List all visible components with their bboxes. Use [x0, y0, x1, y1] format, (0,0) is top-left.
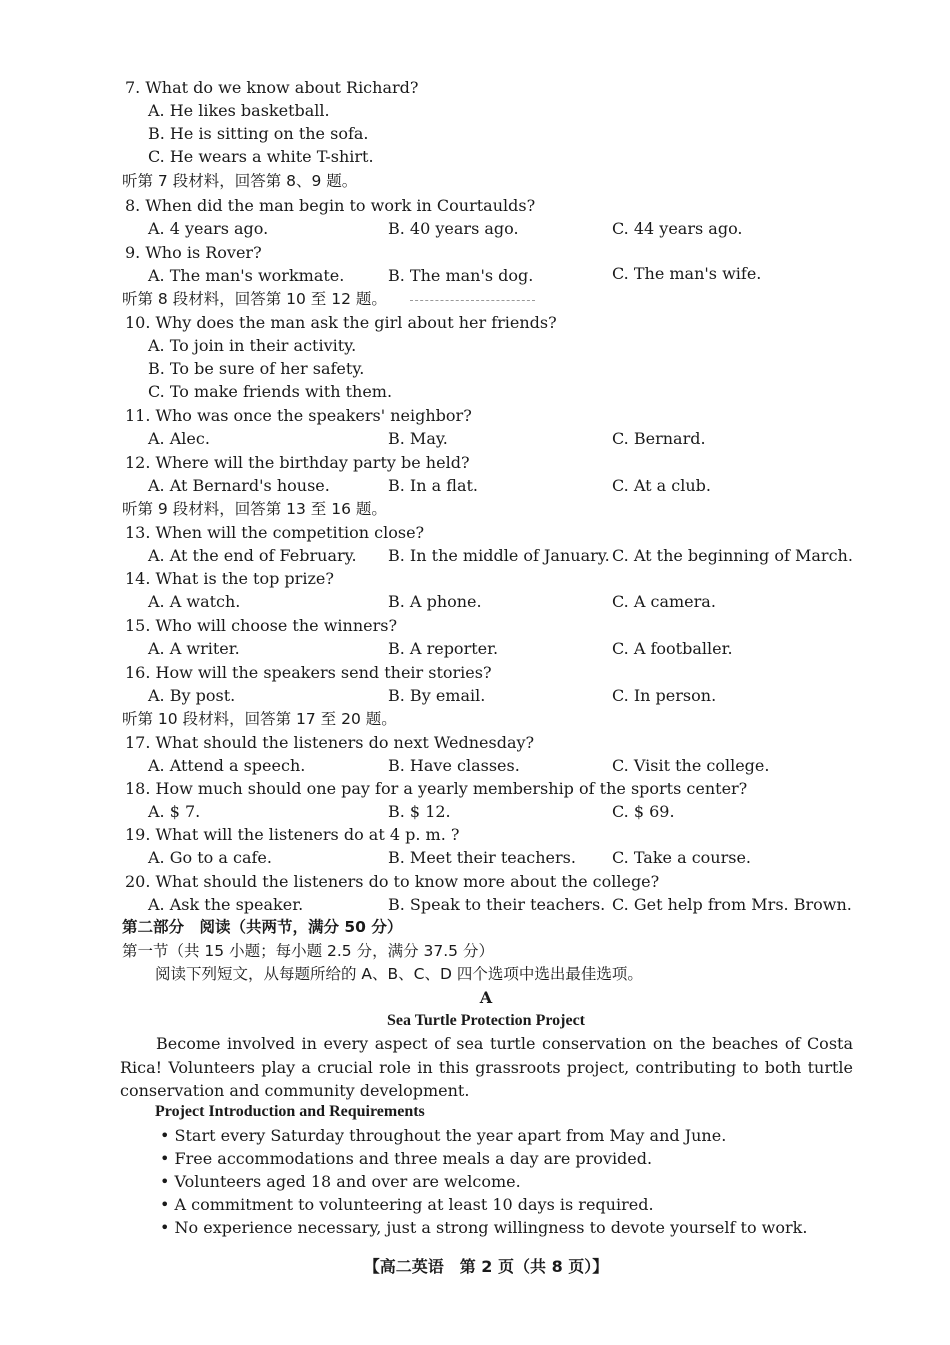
- question-14: 14. What is the top prize?: [125, 569, 334, 588]
- question-9: 9. Who is Rover?: [125, 243, 262, 262]
- q9-option-b: B. The man's dog.: [388, 266, 534, 285]
- q10-option-b: B. To be sure of her safety.: [148, 359, 365, 378]
- q13-option-b: B. In the middle of January.: [388, 546, 610, 565]
- q9-option-a: A. The man's workmate.: [148, 266, 345, 285]
- q16-option-a: A. By post.: [148, 686, 236, 705]
- bullet-item: • No experience necessary, just a strong willingness to devote yourself to work.: [160, 1218, 808, 1237]
- q12-option-b: B. In a flat.: [388, 476, 478, 495]
- q19-option-c: C. Take a course.: [612, 848, 751, 867]
- q20-option-b: B. Speak to their teachers.: [388, 895, 606, 914]
- q16-option-c: C. In person.: [612, 686, 717, 705]
- q12-option-a: A. At Bernard's house.: [148, 476, 330, 495]
- q13-option-c: C. At the beginning of March.: [612, 546, 853, 565]
- q18-option-c: C. $ 69.: [612, 802, 675, 821]
- q17-option-a: A. Attend a speech.: [148, 756, 306, 775]
- reading-directions: 阅读下列短文，从每题所给的 A、B、C、D 四个选项中选出最佳选项。: [155, 965, 643, 983]
- q10-option-a: A. To join in their activity.: [148, 336, 357, 355]
- q14-option-c: C. A camera.: [612, 592, 716, 611]
- passage-intro: [120, 1032, 853, 1103]
- q20-option-c: C. Get help from Mrs. Brown.: [612, 895, 852, 914]
- bullet-item: • Volunteers aged 18 and over are welcome.: [160, 1172, 521, 1191]
- question-11: 11. Who was once the speakers' neighbor?: [125, 406, 472, 425]
- instruction-8: 听第 8 段材料，回答第 10 至 12 题。: [122, 290, 387, 308]
- question-8: 8. When did the man begin to work in Courtaulds?: [125, 196, 536, 215]
- bullet-item: • A commitment to volunteering at least 10 days is required.: [160, 1195, 654, 1214]
- instruction-9: 听第 9 段材料，回答第 13 至 16 题。: [122, 500, 387, 518]
- question-20: 20. What should the listeners do to know more about the college?: [125, 872, 660, 891]
- question-19: 19. What will the listeners do at 4 p. m. ?: [125, 825, 460, 844]
- instruction-10: 听第 10 段材料，回答第 17 至 20 题。: [122, 710, 397, 728]
- intro-text: Become involved in every aspect of sea turtle conservation on the beaches of Costa Rica! Volunteers play a crucial role in this grassroots project, contributing to both turtle conservation and community development.: [120, 1034, 853, 1100]
- q18-option-a: A. $ 7.: [148, 802, 201, 821]
- question-7: 7. What do we know about Richard?: [125, 78, 419, 97]
- q11-option-b: B. May.: [388, 429, 448, 448]
- requirements-subheading: Project Introduction and Requirements: [155, 1103, 425, 1120]
- q8-option-c: C. 44 years ago.: [612, 219, 743, 238]
- q16-option-b: B. By email.: [388, 686, 486, 705]
- question-16: 16. How will the speakers send their stories?: [125, 663, 492, 682]
- question-13: 13. When will the competition close?: [125, 523, 425, 542]
- question-18: 18. How much should one pay for a yearly membership of the sports center?: [125, 779, 748, 798]
- q11-option-a: A. Alec.: [148, 429, 210, 448]
- q13-option-a: A. At the end of February.: [148, 546, 357, 565]
- page-footer: 【高二英语 第 2 页（共 8 页）】: [363, 1257, 609, 1276]
- q19-option-a: A. Go to a cafe.: [148, 848, 272, 867]
- question-17: 17. What should the listeners do next Wednesday?: [125, 733, 535, 752]
- q11-option-c: C. Bernard.: [612, 429, 706, 448]
- passage-title: Sea Turtle Protection Project: [386, 1012, 586, 1029]
- q15-option-c: C. A footballer.: [612, 639, 733, 658]
- dashed-rule: [410, 300, 535, 301]
- question-12: 12. Where will the birthday party be held?: [125, 453, 470, 472]
- q19-option-b: B. Meet their teachers.: [388, 848, 576, 867]
- q14-option-a: A. A watch.: [148, 592, 241, 611]
- q7-option-b: B. He is sitting on the sofa.: [148, 124, 369, 143]
- part-two-heading: 第二部分 阅读（共两节，满分 50 分）: [122, 918, 403, 936]
- instruction-7: 听第 7 段材料，回答第 8、9 题。: [122, 172, 358, 190]
- q15-option-a: A. A writer.: [148, 639, 240, 658]
- q20-option-a: A. Ask the speaker.: [148, 895, 304, 914]
- q8-option-b: B. 40 years ago.: [388, 219, 519, 238]
- q12-option-c: C. At a club.: [612, 476, 711, 495]
- passage-letter: A: [479, 988, 493, 1007]
- q9-option-c: C. The man's wife.: [612, 264, 762, 283]
- bullet-item: • Start every Saturday throughout the year apart from May and June.: [160, 1126, 727, 1145]
- question-10: 10. Why does the man ask the girl about her friends?: [125, 313, 557, 332]
- q17-option-b: B. Have classes.: [388, 756, 520, 775]
- q7-option-a: A. He likes basketball.: [148, 101, 330, 120]
- bullet-item: • Free accommodations and three meals a day are provided.: [160, 1149, 653, 1168]
- q18-option-b: B. $ 12.: [388, 802, 451, 821]
- q17-option-c: C. Visit the college.: [612, 756, 770, 775]
- question-15: 15. Who will choose the winners?: [125, 616, 398, 635]
- q8-option-a: A. 4 years ago.: [148, 219, 269, 238]
- q10-option-c: C. To make friends with them.: [148, 382, 393, 401]
- section-one-heading: 第一节（共 15 小题；每小题 2.5 分，满分 37.5 分）: [122, 942, 494, 960]
- q7-option-c: C. He wears a white T-shirt.: [148, 147, 374, 166]
- q15-option-b: B. A reporter.: [388, 639, 499, 658]
- q14-option-b: B. A phone.: [388, 592, 482, 611]
